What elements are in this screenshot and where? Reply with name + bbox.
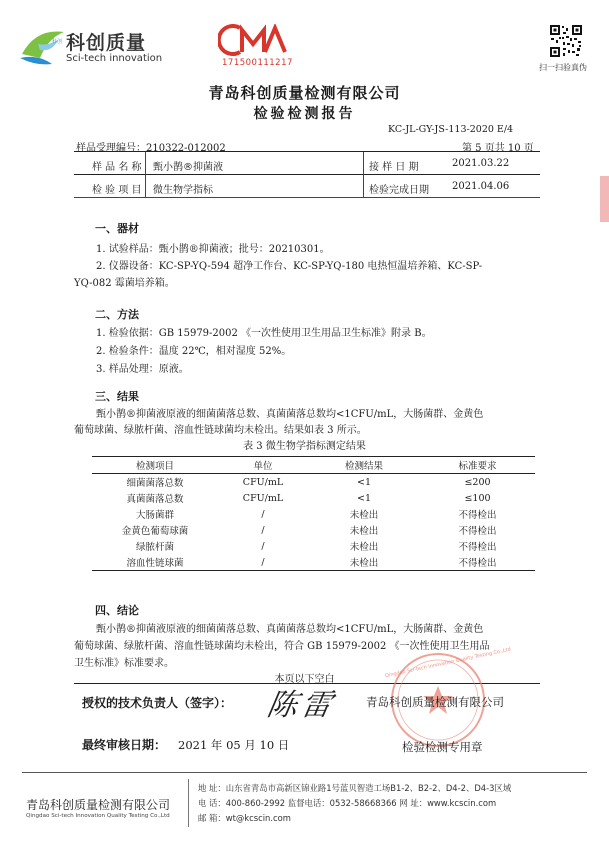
test-item-label: 检 验 项 目 (92, 185, 142, 196)
brand-cn: 科创质量 (66, 32, 147, 54)
cell-standard: ≤200 (464, 476, 491, 488)
blank-note: 本页以下空白 (274, 674, 335, 685)
result-text-a: 甄小鹊®抑菌液原液的细菌菌落总数、真菌菌落总数均<1CFU/mL，大肠菌群、金黄色 (96, 409, 484, 420)
cell-unit: / (218, 554, 308, 571)
footer-company-en: Qingdao Sci-tech Innovation Quality Testing Co.,Ltd (26, 813, 170, 819)
table-caption: 表 3 微生物学指标测定结果 (243, 441, 366, 452)
company-logo (18, 22, 178, 72)
doc-code: KC-JL-GY-JS-113-2020 E/4 (388, 124, 514, 135)
results-table (92, 456, 535, 571)
footer-phone: 电 话：400-860-2992 监督电话：0532-58668366 网 址：www.kcscin.com (198, 798, 497, 808)
info-top-line (74, 151, 540, 152)
report-title: 检验检测报告 (253, 106, 356, 122)
review-date: 2021 年 05 月 10 日 (178, 738, 290, 752)
table-row (92, 490, 535, 506)
table-row (92, 554, 535, 571)
method-line-1: 1. 检验依据：GB 15979-2002 《一次性使用卫生用品卫生标准》附录 B。 (96, 328, 432, 339)
logo-badge: 科创 (52, 39, 63, 45)
cell-result: 未检出 (308, 554, 420, 571)
cell-item: 溶血性链球菌 (92, 554, 218, 571)
info-divider-right (363, 152, 364, 197)
cell-result: 未检出 (349, 542, 379, 553)
cell-item: 绿脓杆菌 (135, 542, 174, 553)
cell-result: 未检出 (349, 510, 379, 521)
equipment-heading: 一、器材 (95, 222, 139, 235)
scan-label: 扫一扫验真伪 (539, 63, 587, 72)
method-line-3: 3. 样品处理：原液。 (96, 364, 189, 375)
method-heading: 二、方法 (95, 308, 139, 321)
qr-code (549, 24, 583, 58)
info-divider-left (145, 152, 146, 197)
table-row (92, 506, 535, 522)
auth-label: 授权的技术负责人（签字）： (82, 696, 233, 710)
page-edge-tab (600, 176, 609, 222)
footer-email: 邮 箱：wt@kcscin.com (198, 813, 291, 823)
brand-en: Sci-tech innovation (66, 53, 163, 64)
footer-divider (188, 779, 189, 827)
footer-address: 地 址：山东省青岛市高新区锦业路1号蓝贝智造工场B1-2、B2-2、D4-2、D4-3区域 (198, 783, 512, 793)
qr-code-icon (549, 24, 583, 58)
equipment-line-2a: 2. 仪器设备：KC-SP-YQ-594 超净工作台、KC-SP-YQ-180 电热恒温培养箱、KC-SP- (96, 261, 483, 272)
seal-text: Qingdao Sci-tech Innovation Quality Testing Co.,Ltd (384, 646, 512, 680)
page-info: 第 5 页共 10 页 (462, 143, 534, 154)
result-text-b: 葡萄球菌、绿脓杆菌、溶血性链球菌均未检出。结果如表 3 所示。 (74, 425, 367, 436)
complete-date-label: 检验完成日期 (369, 185, 429, 196)
info-mid-line (74, 174, 540, 175)
cell-standard: 不得检出 (458, 542, 497, 553)
equipment-line-2b: YQ-082 霉菌培养箱。 (74, 278, 175, 289)
conclusion-c: 卫生标准》标准要求。 (74, 658, 174, 669)
header-unit: 单位 (218, 457, 308, 474)
cell-unit: / (261, 524, 265, 536)
signature: 陈雷 (264, 688, 339, 723)
complete-date: 2021.04.06 (452, 181, 510, 192)
cell-result: <1 (356, 492, 371, 504)
cell-item: 细菌菌落总数 (126, 478, 184, 489)
review-label: 最终审核日期： (82, 738, 167, 752)
cma-logo-icon (218, 24, 288, 56)
cell-unit: CFU/mL (242, 492, 284, 504)
cell-item: 真菌菌落总数 (126, 494, 184, 505)
cell-item: 大肠菌群 (135, 510, 174, 521)
cell-result: 未检出 (349, 526, 379, 537)
cell-unit: / (261, 540, 265, 552)
header-item: 检测项目 (92, 457, 218, 474)
table-header-row (92, 457, 535, 474)
result-heading: 三、结果 (95, 390, 139, 403)
cell-standard: 不得检出 (458, 510, 497, 521)
conclusion-a: 甄小鹊®抑菌液原液的细菌菌落总数、真菌菌落总数均<1CFU/mL，大肠菌群、金黄色 (96, 624, 484, 635)
cma-number: 171500111217 (222, 58, 293, 68)
sample-name-label: 样 品 名 称 (92, 162, 142, 173)
cell-result: <1 (356, 476, 371, 488)
conclusion-b: 葡萄球菌、绿脓杆菌、溶血性链球菌均未检出，符合 GB 15979-2002 《一次性使用卫生用品 (74, 641, 490, 652)
company-sign-line: 青岛科创质量检测有限公司 (366, 695, 504, 709)
cell-standard: ≤100 (464, 492, 491, 504)
seal-label: 检验检测专用章 (402, 740, 483, 754)
header-result: 检测结果 (308, 457, 420, 474)
cell-standard: 不得检出 (420, 554, 535, 571)
footer-company-cn: 青岛科创质量检测有限公司 (26, 798, 171, 812)
footer-rule (22, 772, 587, 773)
equipment-line-1: 1. 试验样品：甄小鹊®抑菌液；批号：20210301。 (96, 244, 330, 255)
receive-date-label: 接 样 日 期 (369, 162, 419, 173)
cell-item: 金黄色葡萄球菌 (121, 526, 189, 537)
test-item: 微生物学指标 (153, 185, 213, 196)
cell-unit: CFU/mL (242, 476, 284, 488)
header-standard: 标准要求 (420, 457, 535, 474)
sample-number: 210322-012002 (146, 143, 226, 154)
sample-number-label: 样品受理编号： (76, 143, 146, 154)
method-line-2: 2. 检验条件：温度 22℃，相对湿度 52%。 (96, 346, 292, 357)
table-row (92, 474, 535, 491)
table-row (92, 522, 535, 538)
company-title: 青岛科创质量检测有限公司 (208, 84, 401, 102)
cma-mark (218, 24, 293, 74)
info-bottom-line (74, 197, 540, 198)
table-row (92, 538, 535, 554)
conclusion-heading: 四、结论 (95, 604, 139, 617)
cell-standard: 不得检出 (458, 526, 497, 537)
logo-mark-icon (18, 24, 68, 68)
cell-unit: / (261, 508, 265, 520)
sample-name: 甄小鹊®抑菌液 (153, 162, 223, 173)
receive-date: 2021.03.22 (452, 158, 510, 169)
